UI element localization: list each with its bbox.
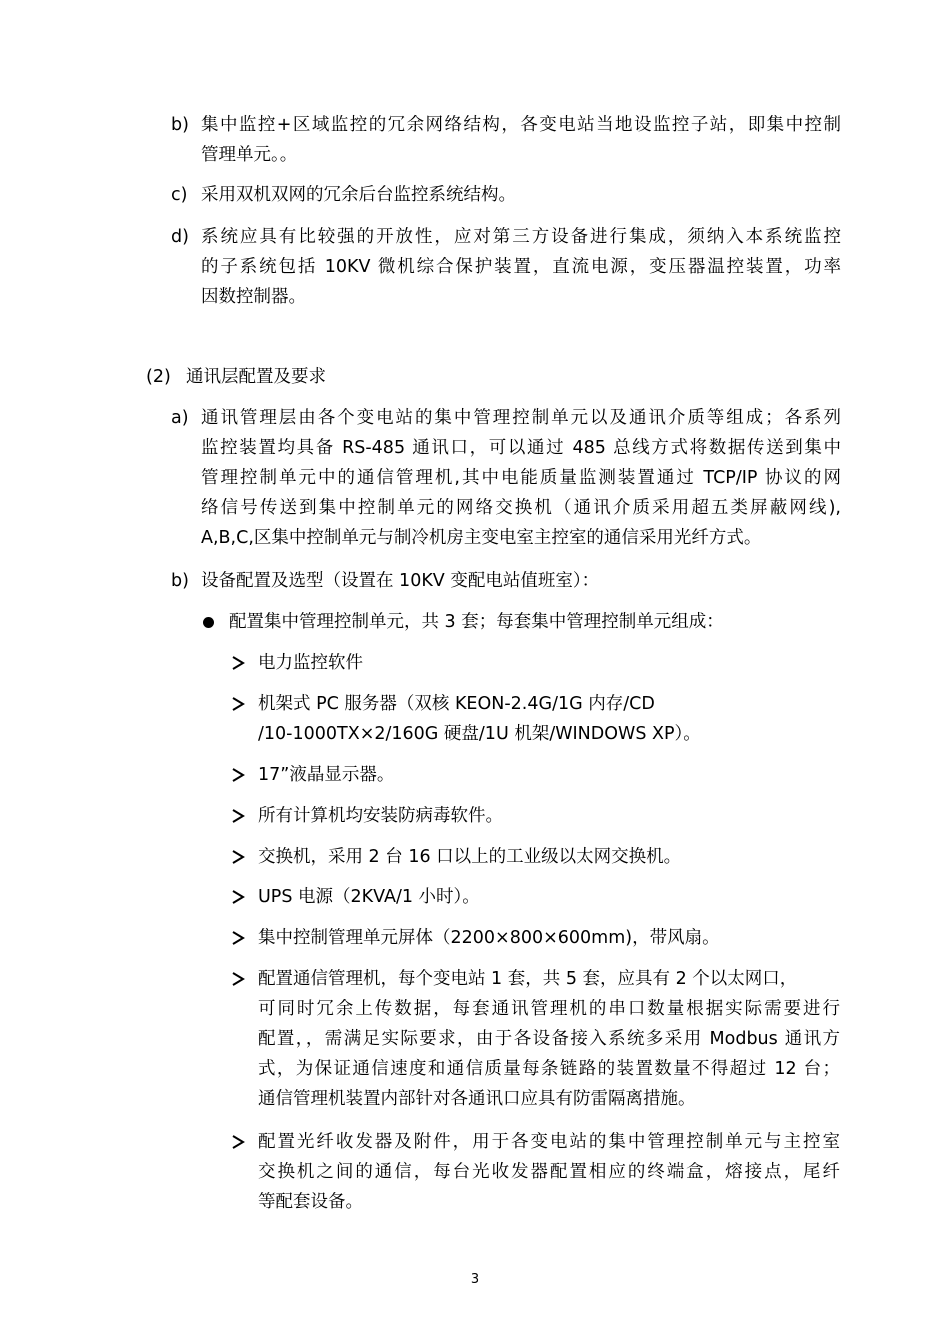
arrow-icon (231, 972, 245, 986)
section-number: (2) (146, 367, 171, 387)
text-line: 配置，，需满足实际要求，由于各设备接入系统多采用 Modbus 通讯方 (258, 1029, 840, 1049)
arrow-icon (231, 768, 245, 782)
arrow-icon (231, 809, 245, 823)
text-line: /10-1000TX×2/160G 硬盘/1U 机架/WINDOWS XP）。 (258, 724, 701, 744)
arrow-item-text (258, 882, 840, 912)
list-item-text (201, 566, 841, 596)
text-line: 等配套设备。 (258, 1192, 363, 1212)
text-line: 因数控制器。 (201, 287, 306, 307)
text-line: 络信号传送到集中控制单元的网络交换机（通讯介质采用超五类屏蔽网线), (201, 498, 841, 518)
text-line: 交换机之间的通信，每台光收发器配置相应的终端盒，熔接点，尾纤 (258, 1162, 840, 1182)
arrow-icon (231, 890, 245, 904)
text-line: 17”液晶显示器。 (258, 765, 395, 785)
text-line: 式，为保证通信速度和通信质量每条链路的装置数量不得超过 12 台； (258, 1059, 840, 1079)
text-line: 机架式 PC 服务器（双核 KEON-2.4G/1G 内存/CD (258, 694, 655, 714)
list-marker-a: a) (171, 408, 189, 428)
list-item-text (201, 180, 841, 210)
text-line: 的子系统包括 10KV 微机综合保护装置，直流电源，变压器温控装置，功率 (201, 257, 841, 277)
list-marker-b: b) (171, 571, 189, 591)
text-line: 采用双机双网的冗余后台监控系统结构。 (201, 185, 516, 205)
arrow-item-text (258, 964, 840, 1114)
arrow-icon (231, 656, 245, 670)
bullet-dot-icon (203, 617, 214, 628)
text-line: 集中监控+区域监控的冗余网络结构，各变电站当地设监控子站，即集中控制 (201, 115, 841, 135)
text-line: A,B,C,区集中控制单元与制冷机房主变电室主控室的通信采用光纤方式。 (201, 528, 762, 548)
text-line: UPS 电源（2KVA/1 小时）。 (258, 887, 480, 907)
text-line: 系统应具有比较强的开放性，应对第三方设备进行集成，须纳入本系统监控 (201, 227, 841, 247)
text-line: 配置集中管理控制单元，共 3 套；每套集中管理控制单元组成： (229, 612, 724, 632)
text-line: 所有计算机均安装防病毒软件。 (258, 806, 503, 826)
list-marker-b: b) (171, 115, 189, 135)
text-line: 管理单元。。 (201, 145, 298, 165)
list-item-text (201, 403, 841, 553)
list-marker-c: c) (171, 185, 188, 205)
text-line: 通讯管理层由各个变电站的集中管理控制单元以及通讯介质等组成；各系列 (201, 408, 841, 428)
text-line: 通讯层配置及要求 (186, 367, 326, 387)
text-line: 通信管理机装置内部针对各通讯口应具有防雷隔离措施。 (258, 1089, 696, 1109)
text-line: 可同时冗余上传数据，每套通讯管理机的串口数量根据实际需要进行 (258, 999, 840, 1019)
arrow-item-text (258, 801, 840, 831)
arrow-item-text (258, 689, 840, 749)
page-number: 3 (470, 1272, 480, 1287)
arrow-icon (231, 697, 245, 711)
list-item-text (201, 110, 841, 170)
arrow-item-text (258, 760, 840, 790)
bullet-item-text (229, 607, 839, 637)
arrow-item-text (258, 842, 840, 872)
text-line: 管理控制单元中的通信管理机,其中电能质量监测装置通过 TCP/IP 协议的网 (201, 468, 841, 488)
text-line: 配置通信管理机，每个变电站 1 套，共 5 套，应具有 2 个以太网口， (258, 969, 798, 989)
text-line: 集中控制管理单元屏体（2200×800×600mm)，带风扇。 (258, 928, 720, 948)
text-line: 电力监控软件 (258, 653, 363, 673)
arrow-item-text (258, 1127, 840, 1217)
arrow-icon (231, 931, 245, 945)
list-marker-d: d) (171, 227, 189, 247)
arrow-icon (231, 850, 245, 864)
text-line: 交换机，采用 2 台 16 口以上的工业级以太网交换机。 (258, 847, 682, 867)
text-line: 设备配置及选型（设置在 10KV 变配电站值班室）： (201, 571, 600, 591)
arrow-item-text (258, 648, 840, 678)
section-title (186, 362, 826, 392)
arrow-item-text (258, 923, 840, 953)
list-item-text (201, 222, 841, 312)
arrow-icon (231, 1135, 245, 1149)
text-line: 监控装置均具备 RS-485 通讯口，可以通过 485 总线方式将数据传送到集中 (201, 438, 841, 458)
text-line: 配置光纤收发器及附件，用于各变电站的集中管理控制单元与主控室 (258, 1132, 840, 1152)
